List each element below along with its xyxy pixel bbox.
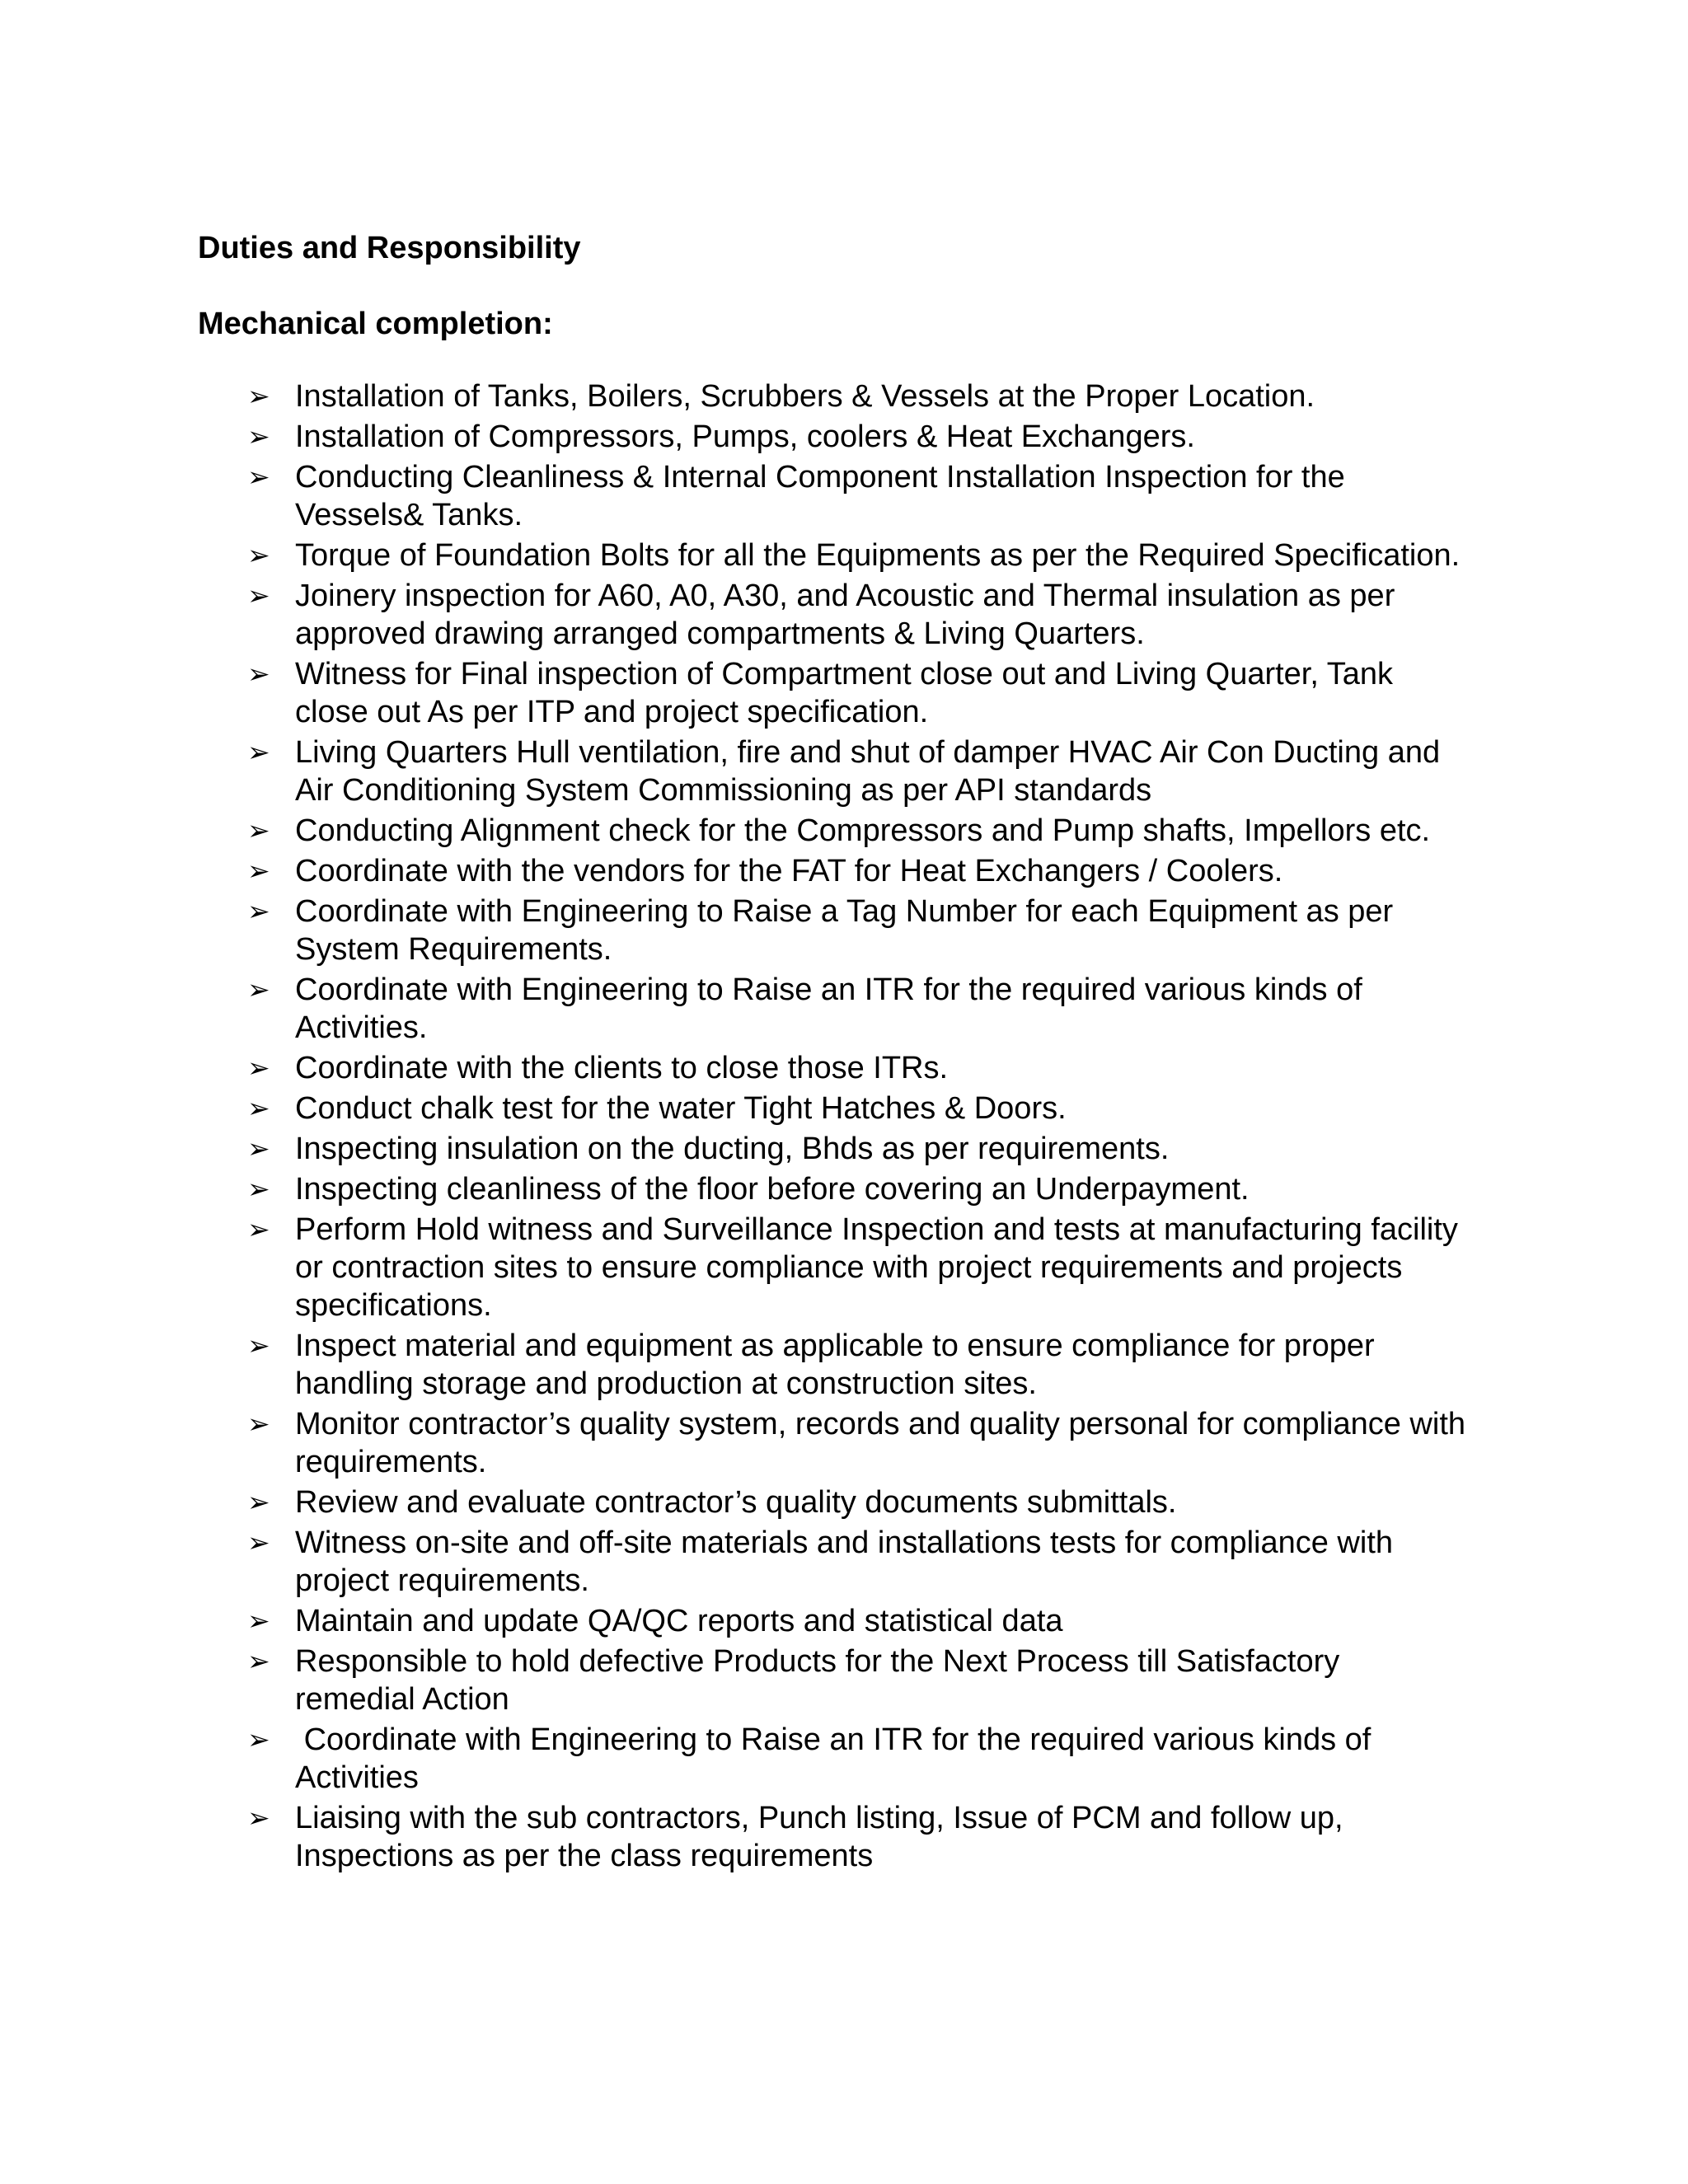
arrowhead-bullet-icon: ➢ [247, 1173, 270, 1205]
list-item [0, 1799, 1688, 1875]
arrowhead-bullet-icon: ➢ [247, 1723, 270, 1755]
list-item-text: Joinery inspection for A60, A0, A30, and Acoustic and Thermal insulation as per approved drawing arranged compartments & Living Quarters. [295, 579, 1404, 651]
list-item [0, 1524, 1688, 1600]
list-item-text: Review and evaluate contractor’s quality documents submittals. [295, 1485, 1177, 1520]
arrowhead-bullet-icon: ➢ [247, 1408, 270, 1440]
list-item [0, 1130, 1688, 1168]
list-item-text: Liaising with the sub contractors, Punch listing, Issue of PCM and follow up, Inspections as per the class requirements [295, 1801, 1353, 1873]
list-item [0, 655, 1688, 731]
list-item-text: Witness for Final inspection of Compartment close out and Living Quarter, Tank close out As per ITP and project specification. [295, 657, 1402, 729]
arrowhead-bullet-icon: ➢ [247, 1329, 270, 1361]
arrowhead-bullet-icon: ➢ [247, 895, 270, 927]
list-item-text: Coordinate with the clients to close those ITRs. [295, 1051, 949, 1085]
list-item [0, 1405, 1688, 1481]
arrowhead-bullet-icon: ➢ [247, 973, 270, 1005]
list-item [0, 812, 1688, 850]
list-item-text: Coordinate with the vendors for the FAT for Heat Exchangers / Coolers. [295, 854, 1283, 888]
arrowhead-bullet-icon: ➢ [247, 1132, 270, 1165]
list-item-text: Conducting Alignment check for the Compressors and Pump shafts, Impellors etc. [295, 813, 1431, 848]
list-item [0, 1721, 1688, 1797]
arrowhead-bullet-icon: ➢ [247, 1052, 270, 1084]
list-item-text: Conduct chalk test for the water Tight Hatches & Doors. [295, 1091, 1067, 1126]
list-item [0, 971, 1688, 1047]
list-item [0, 733, 1688, 809]
list-item [0, 1170, 1688, 1208]
arrowhead-bullet-icon: ➢ [247, 420, 270, 452]
duties-list [0, 377, 1688, 1877]
list-item-text: Responsible to hold defective Products for the Next Process till Satisfactory remedial Action [295, 1644, 1348, 1717]
list-item-text: Inspect material and equipment as applicable to ensure compliance for proper handling storage and production at construction sites. [295, 1329, 1384, 1401]
list-item [0, 458, 1688, 534]
list-item-text: Perform Hold witness and Surveillance Inspection and tests at manufacturing facility or contraction sites to ensure compliance with project requirements and projects specifications. [295, 1212, 1467, 1323]
arrowhead-bullet-icon: ➢ [247, 814, 270, 846]
list-item-text: Conducting Cleanliness & Internal Component Installation Inspection for the Vessels& Tanks. [295, 460, 1354, 532]
list-item [0, 418, 1688, 456]
list-item [0, 537, 1688, 574]
arrowhead-bullet-icon: ➢ [247, 1092, 270, 1124]
arrowhead-bullet-icon: ➢ [247, 539, 270, 571]
list-item [0, 1643, 1688, 1718]
list-item [0, 1211, 1688, 1324]
list-item [0, 852, 1688, 890]
list-item [0, 893, 1688, 968]
section-subheading: Mechanical completion: [198, 307, 553, 341]
list-item-text: Coordinate with Engineering to Raise an ITR for the required various kinds of Activities [295, 1722, 1378, 1795]
list-item [0, 377, 1688, 415]
arrowhead-bullet-icon: ➢ [247, 579, 270, 612]
list-item-text: Installation of Tanks, Boilers, Scrubbers & Vessels at the Proper Location. [295, 379, 1315, 414]
list-item [0, 1602, 1688, 1640]
arrowhead-bullet-icon: ➢ [247, 658, 270, 690]
list-item-text: Monitor contractor’s quality system, records and quality personal for compliance with requirements. [295, 1407, 1475, 1479]
list-item-text: Living Quarters Hull ventilation, fire and shut of damper HVAC Air Con Ducting and Air Conditioning System Commissioning as per API standards [295, 735, 1447, 808]
list-item-text: Inspecting cleanliness of the floor before covering an Underpayment. [295, 1172, 1250, 1207]
list-item [0, 1049, 1688, 1087]
list-item [0, 1483, 1688, 1521]
arrowhead-bullet-icon: ➢ [247, 1486, 270, 1518]
list-item-text: Torque of Foundation Bolts for all the Equipments as per the Required Specification. [295, 538, 1461, 573]
arrowhead-bullet-icon: ➢ [247, 1645, 270, 1677]
list-item-text: Inspecting insulation on the ducting, Bhds as per requirements. [295, 1132, 1170, 1166]
arrowhead-bullet-icon: ➢ [247, 855, 270, 887]
arrowhead-bullet-icon: ➢ [247, 380, 270, 412]
section-heading: Duties and Responsibility [198, 231, 581, 265]
list-item-text: Coordinate with Engineering to Raise an ITR for the required various kinds of Activities. [295, 972, 1370, 1045]
arrowhead-bullet-icon: ➢ [247, 736, 270, 768]
arrowhead-bullet-icon: ➢ [247, 1213, 270, 1245]
list-item-text: Installation of Compressors, Pumps, coolers & Heat Exchangers. [295, 419, 1195, 454]
list-item-text: Maintain and update QA/QC reports and statistical data [295, 1604, 1063, 1638]
list-item-text: Coordinate with Engineering to Raise a Tag Number for each Equipment as per System Requirements. [295, 894, 1402, 967]
arrowhead-bullet-icon: ➢ [247, 461, 270, 493]
list-item [0, 1090, 1688, 1127]
arrowhead-bullet-icon: ➢ [247, 1605, 270, 1637]
arrowhead-bullet-icon: ➢ [247, 1802, 270, 1834]
arrowhead-bullet-icon: ➢ [247, 1526, 270, 1558]
list-item [0, 1327, 1688, 1403]
list-item-text: Witness on-site and off-site materials and installations tests for compliance with project requirements. [295, 1526, 1402, 1598]
list-item [0, 577, 1688, 653]
